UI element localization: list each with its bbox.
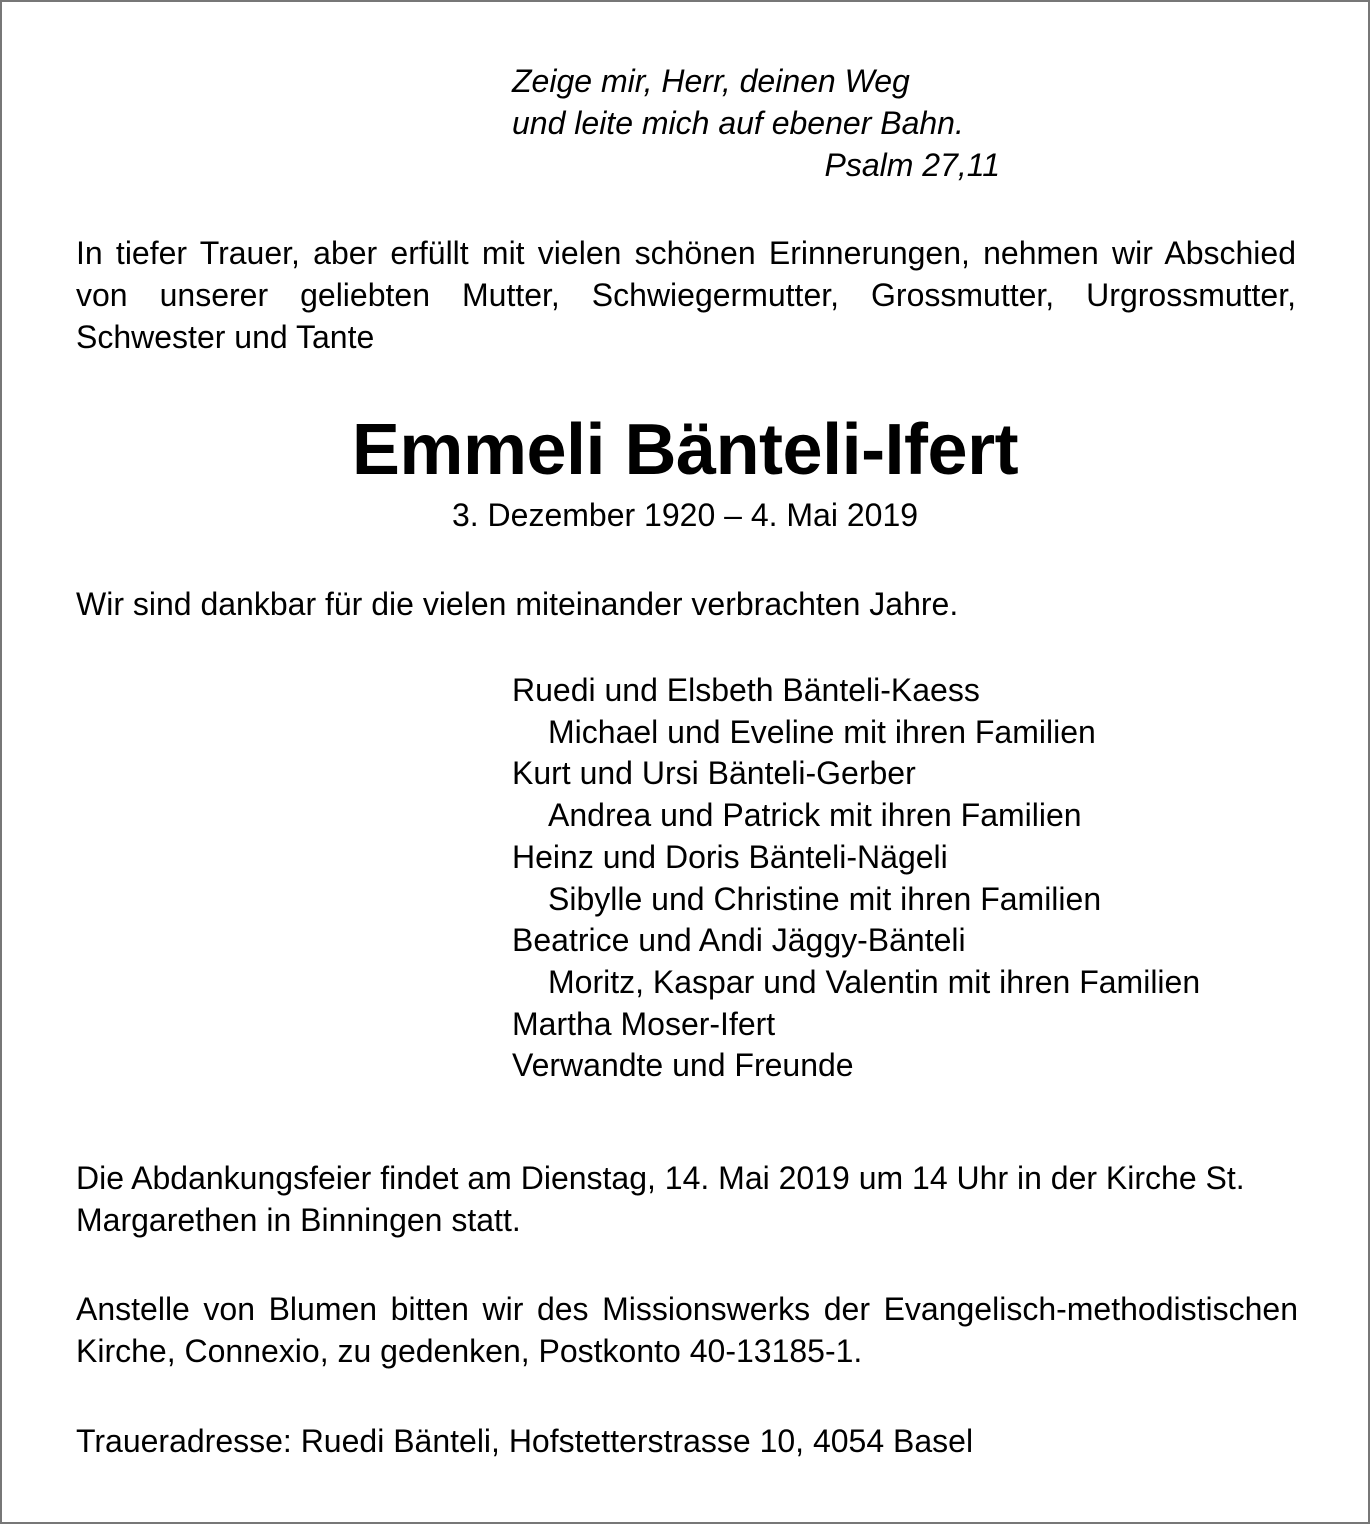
mourner-line: Moritz, Kaspar und Valentin mit ihren Familien <box>548 963 1201 1000</box>
life-dates: 3. Dezember 1920 – 4. Mai 2019 <box>451 497 919 533</box>
verse-line-1: Zeige mir, Herr, deinen Weg <box>512 63 910 99</box>
mourners-list <box>512 670 1200 1087</box>
mourner-line: Beatrice und Andi Jäggy-Bänteli <box>512 922 966 959</box>
mourner-line: Ruedi und Elsbeth Bänteli-Kaess <box>512 672 980 708</box>
mourner-line: Andrea und Patrick mit ihren Familien <box>548 797 1082 834</box>
thanks-paragraph: Wir sind dankbar für die vielen miteinander verbrachten Jahre. <box>76 586 959 622</box>
donation-paragraph: Anstelle von Blumen bitten wir des Missionswerks der Evangelisch-methodistischen Kirche, Connexio, zu gedenken, Postkonto 40-13185-1. <box>76 1291 1298 1369</box>
mourner-line: Sibylle und Christine mit ihren Familien <box>548 880 1102 917</box>
mourner-line: Heinz und Doris Bänteli-Nägeli <box>512 838 948 875</box>
verse-reference: Psalm 27,11 <box>824 147 1000 183</box>
mourner-line: Verwandte und Freunde <box>512 1047 854 1084</box>
mourner-line: Michael und Eveline mit ihren Familien <box>548 713 1096 750</box>
bible-verse <box>512 60 1000 186</box>
verse-line-2: und leite mich auf ebener Bahn. <box>512 105 964 141</box>
intro-paragraph: In tiefer Trauer, aber erfüllt mit vielen schönen Erinnerungen, nehmen wir Abschied von unserer geliebten Mutter, Schwiegermutter, Grossmutter, Urgrossmutter, Schwester und Tante <box>76 235 1296 355</box>
mourning-address: Traueradresse: Ruedi Bänteli, Hofstetterstrasse 10, 4054 Basel <box>76 1423 974 1459</box>
mourner-line: Kurt und Ursi Bänteli-Gerber <box>512 755 916 792</box>
service-paragraph: Die Abdankungsfeier findet am Dienstag, 14. Mai 2019 um 14 Uhr in der Kirche St. Margarethen in Binningen statt. <box>76 1160 1245 1238</box>
deceased-name: Emmeli Bänteli-Ifert <box>351 410 1019 490</box>
mourner-line: Martha Moser-Ifert <box>512 1005 776 1042</box>
